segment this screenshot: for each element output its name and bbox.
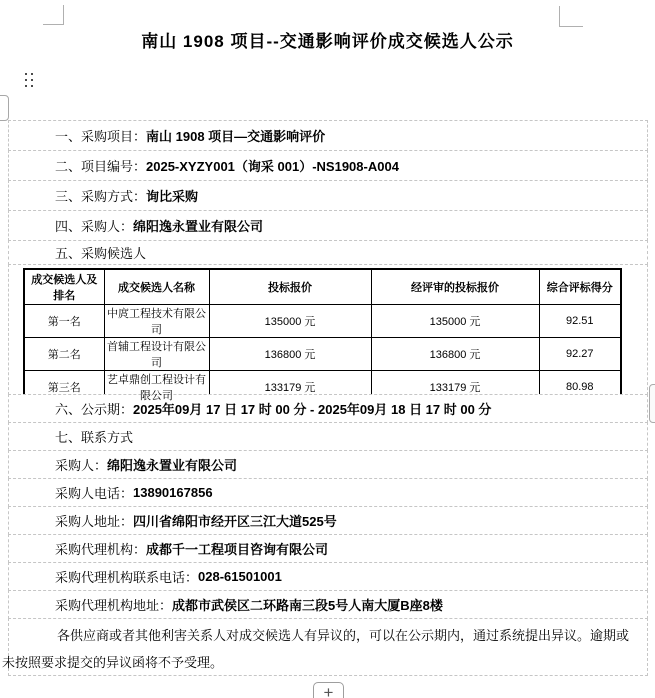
info-row-value: 四川省绵阳市经开区三江大道525号 bbox=[133, 514, 337, 529]
objection-notice-text: 各供应商或者其他利害关系人对成交候选人有异议的，可以在公示期内，通过系统提出异议。逾期或未按照要求提交的异议函将不予受理。 bbox=[2, 628, 630, 670]
table-row bbox=[24, 304, 621, 337]
table-header-row bbox=[24, 269, 621, 304]
table-header-cell[interactable]: 综合评标得分 bbox=[539, 269, 621, 304]
cell-score[interactable]: 92.51 bbox=[539, 304, 621, 337]
text-boundary-corner-top-left bbox=[43, 5, 64, 25]
info-row-value: 询比采购 bbox=[146, 189, 199, 204]
info-row[interactable] bbox=[8, 394, 648, 423]
document-content bbox=[2, 121, 648, 676]
info-row[interactable] bbox=[8, 534, 648, 563]
plus-icon: + bbox=[323, 683, 334, 698]
info-row-value: 成都市武侯区二环路南三段5号人南大厦B座8楼 bbox=[172, 598, 443, 613]
info-row[interactable] bbox=[8, 120, 648, 151]
table-header-cell[interactable]: 投标报价 bbox=[209, 269, 371, 304]
info-row[interactable] bbox=[8, 590, 648, 619]
info-row-label: 采购代理机构联系电话： bbox=[55, 570, 199, 585]
cell-rank[interactable]: 第二名 bbox=[24, 337, 104, 370]
info-row-value: 028-61501001 bbox=[198, 569, 282, 584]
drag-handle-icon[interactable] bbox=[25, 73, 33, 87]
cell-evaluated-bid-price[interactable]: 135000 元 bbox=[371, 304, 539, 337]
info-row[interactable] bbox=[8, 422, 648, 451]
text-boundary-corner-top-right bbox=[559, 6, 583, 27]
info-row-value: 2025-XYZY001（询采 001）-NS1908-A004 bbox=[146, 159, 399, 174]
info-rows-bottom bbox=[8, 394, 648, 619]
info-row-label: 二、项目编号： bbox=[55, 159, 147, 174]
info-row-label: 采购代理机构： bbox=[55, 542, 147, 557]
table-body bbox=[24, 304, 621, 404]
info-row-label: 采购人电话： bbox=[55, 486, 134, 501]
info-row-value: 成都千一工程项目咨询有限公司 bbox=[146, 542, 329, 557]
info-row-label: 七、联系方式 bbox=[55, 430, 134, 445]
info-row[interactable] bbox=[8, 506, 648, 535]
candidates-table bbox=[23, 268, 622, 405]
info-row-label: 四、采购人： bbox=[55, 219, 134, 234]
info-row-label: 三、采购方式： bbox=[55, 189, 147, 204]
info-row[interactable] bbox=[8, 478, 648, 507]
cell-evaluated-bid-price[interactable]: 133179 元 bbox=[371, 370, 539, 404]
info-row[interactable] bbox=[8, 450, 648, 479]
table-row bbox=[24, 337, 621, 370]
cell-candidate-name[interactable]: 中庹工程技术有限公司 bbox=[104, 304, 209, 337]
info-row[interactable] bbox=[8, 210, 648, 241]
info-row-label: 采购代理机构地址： bbox=[55, 598, 173, 613]
info-row-label: 一、采购项目： bbox=[55, 129, 147, 144]
info-row[interactable] bbox=[8, 240, 648, 265]
cell-score[interactable]: 80.98 bbox=[539, 370, 621, 404]
page-title: 南山 1908 项目--交通影响评价成交候选人公示 bbox=[141, 32, 514, 51]
info-row-value: 绵阳逸永置业有限公司 bbox=[133, 219, 264, 234]
info-row[interactable] bbox=[8, 150, 648, 181]
candidates-table-container bbox=[8, 264, 648, 402]
info-rows-top bbox=[8, 120, 648, 265]
cell-rank[interactable]: 第三名 bbox=[24, 370, 104, 404]
objection-notice-row[interactable] bbox=[2, 618, 648, 676]
info-row-value: 2025年09月 17 日 17 时 00 分 - 2025年09月 18 日 17 时 00 分 bbox=[133, 402, 492, 417]
cell-candidate-name[interactable]: 艺卓鼎创工程设计有限公司 bbox=[104, 370, 209, 404]
info-row[interactable] bbox=[8, 180, 648, 211]
info-row-label: 五、采购候选人 bbox=[55, 246, 147, 261]
info-row-value: 13890167856 bbox=[133, 485, 213, 500]
info-row[interactable] bbox=[8, 562, 648, 591]
cell-bid-price[interactable]: 135000 元 bbox=[209, 304, 371, 337]
info-row-label: 采购人： bbox=[55, 458, 108, 473]
cell-candidate-name[interactable]: 首辅工程设计有限公司 bbox=[104, 337, 209, 370]
info-row-value: 南山 1908 项目—交通影响评价 bbox=[146, 129, 326, 144]
cell-evaluated-bid-price[interactable]: 136800 元 bbox=[371, 337, 539, 370]
info-row-label: 六、公示期： bbox=[55, 402, 134, 417]
scrollbar-thumb[interactable] bbox=[649, 384, 655, 423]
table-header-cell[interactable]: 经评审的投标报价 bbox=[371, 269, 539, 304]
info-row-value: 绵阳逸永置业有限公司 bbox=[107, 458, 238, 473]
edge-toolbar-button[interactable] bbox=[0, 95, 9, 121]
info-row-label: 采购人地址： bbox=[55, 514, 134, 529]
add-block-button[interactable] bbox=[313, 682, 344, 698]
cell-bid-price[interactable]: 133179 元 bbox=[209, 370, 371, 404]
cell-rank[interactable]: 第一名 bbox=[24, 304, 104, 337]
table-header-cell[interactable]: 成交候选人名称 bbox=[104, 269, 209, 304]
cell-bid-price[interactable]: 136800 元 bbox=[209, 337, 371, 370]
table-header-cell[interactable]: 成交候选人及排名 bbox=[24, 269, 104, 304]
cell-score[interactable]: 92.27 bbox=[539, 337, 621, 370]
